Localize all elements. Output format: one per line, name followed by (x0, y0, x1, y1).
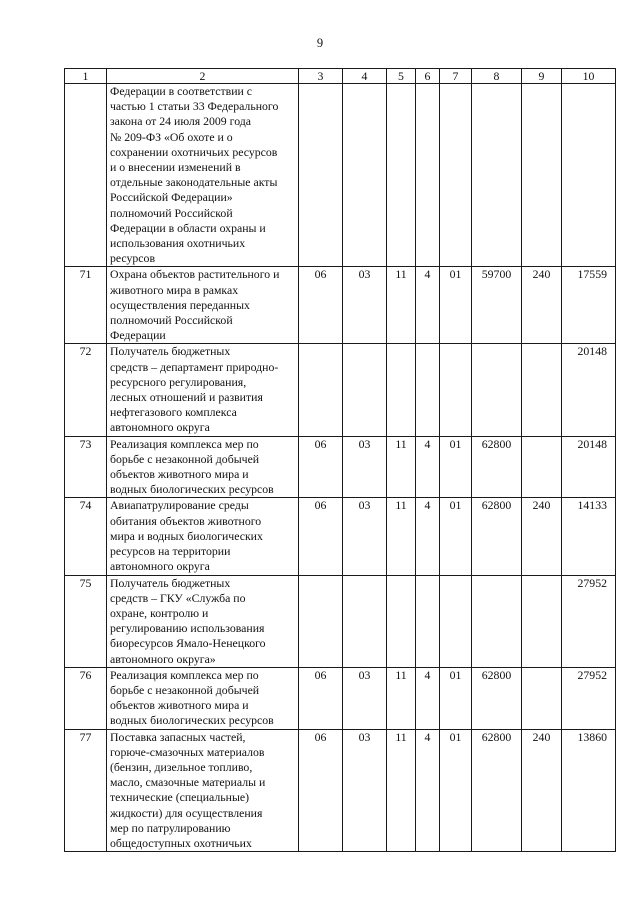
item-name-line: осуществления переданных (110, 297, 250, 312)
program-code-cell (387, 344, 416, 436)
subsection-code-cell: 03 (343, 498, 387, 575)
subprogram-code-cell: 4 (416, 267, 440, 344)
table-row (65, 84, 616, 267)
item-name-line: автономного округа (110, 420, 210, 435)
direction-code-cell: 59700 (472, 267, 522, 344)
item-name-line: Федерации в области охраны и (110, 220, 266, 235)
item-name-cell (107, 729, 299, 852)
program-code-cell: 11 (387, 498, 416, 575)
amount-cell: 17559 (562, 267, 616, 344)
row-number-cell: 74 (65, 498, 107, 575)
section-code-cell: 06 (299, 729, 343, 852)
subsection-code-cell: 03 (343, 436, 387, 498)
subsection-code-cell (343, 344, 387, 436)
item-name-line: частью 1 статьи 33 Федерального (110, 99, 279, 114)
subprogram-code-cell (416, 344, 440, 436)
item-name-line: Реализация комплекса мер по (110, 436, 259, 451)
row-number-cell: 75 (65, 575, 107, 667)
expense-type-cell (522, 667, 562, 729)
item-name-cell (107, 436, 299, 498)
event-code-cell: 01 (440, 498, 472, 575)
expense-type-cell: 240 (522, 498, 562, 575)
item-name-line: водных биологических ресурсов (110, 482, 274, 497)
item-name-line: водных биологических ресурсов (110, 713, 274, 728)
item-name-line: обитания объектов животного (110, 513, 262, 528)
event-code-cell: 01 (440, 667, 472, 729)
table-row (65, 267, 616, 344)
amount-cell: 14133 (562, 498, 616, 575)
header-cell: 4 (343, 69, 387, 84)
item-name-line: охране, контролю и (110, 605, 209, 620)
program-code-cell: 11 (387, 729, 416, 852)
direction-code-cell (472, 575, 522, 667)
item-name-line: и о внесении изменений в (110, 160, 241, 175)
program-code-cell (387, 575, 416, 667)
amount-cell: 20148 (562, 344, 616, 436)
amount-cell: 27952 (562, 575, 616, 667)
direction-code-cell: 62800 (472, 436, 522, 498)
event-code-cell (440, 344, 472, 436)
item-name-line: средств – ГКУ «Служба по (110, 590, 246, 605)
event-code-cell (440, 575, 472, 667)
header-cell: 6 (416, 69, 440, 84)
table-row (65, 436, 616, 498)
section-code-cell (299, 575, 343, 667)
direction-code-cell: 62800 (472, 498, 522, 575)
row-number-cell: 73 (65, 436, 107, 498)
program-code-cell: 11 (387, 267, 416, 344)
amount-cell: 20148 (562, 436, 616, 498)
amount-cell: 27952 (562, 667, 616, 729)
item-name-line: ресурсов на территории (110, 544, 231, 559)
table-row (65, 667, 616, 729)
item-name-line: Охрана объектов растительного и (110, 267, 280, 282)
header-cell: 1 (65, 69, 107, 84)
table-row (65, 498, 616, 575)
expense-type-cell (522, 344, 562, 436)
subsection-code-cell: 03 (343, 729, 387, 852)
subprogram-code-cell: 4 (416, 436, 440, 498)
program-code-cell: 11 (387, 667, 416, 729)
item-name-line: общедоступных охотничьих (110, 835, 252, 850)
subsection-code-cell (343, 84, 387, 267)
item-name-line: Федерации (110, 328, 166, 343)
item-name-line: Поставка запасных частей, (110, 729, 246, 744)
header-row (65, 69, 616, 84)
subprogram-code-cell: 4 (416, 729, 440, 852)
item-name-line: жидкости) для осуществления (110, 805, 263, 820)
header-cell: 5 (387, 69, 416, 84)
item-name-line: отдельные законодательные акты (110, 175, 278, 190)
item-name-line: животного мира в рамках (110, 282, 239, 297)
item-name-line: Российской Федерации» (110, 190, 233, 205)
item-name-line: борьбе с незаконной добычей (110, 682, 260, 697)
item-name-line: горюче-смазочных материалов (110, 744, 265, 759)
item-name-line: масло, смазочные материалы и (110, 775, 266, 790)
subprogram-code-cell (416, 575, 440, 667)
row-number-cell: 77 (65, 729, 107, 852)
item-name-cell (107, 267, 299, 344)
program-code-cell: 11 (387, 436, 416, 498)
subsection-code-cell (343, 575, 387, 667)
item-name-line: Авиапатрулирование среды (110, 498, 249, 513)
item-name-line: ресурсов (110, 251, 156, 266)
item-name-cell (107, 344, 299, 436)
direction-code-cell: 62800 (472, 729, 522, 852)
subprogram-code-cell: 4 (416, 498, 440, 575)
section-code-cell: 06 (299, 667, 343, 729)
expense-type-cell: 240 (522, 729, 562, 852)
header-cell: 2 (107, 69, 299, 84)
row-number-cell: 72 (65, 344, 107, 436)
subsection-code-cell: 03 (343, 267, 387, 344)
expense-type-cell (522, 575, 562, 667)
item-name-line: полномочий Российской (110, 205, 233, 220)
expense-type-cell: 240 (522, 267, 562, 344)
direction-code-cell: 62800 (472, 667, 522, 729)
item-name-line: Получатель бюджетных (110, 575, 231, 590)
event-code-cell: 01 (440, 729, 472, 852)
direction-code-cell (472, 344, 522, 436)
item-name-line: использования охотничьих (110, 236, 246, 251)
item-name-line: Реализация комплекса мер по (110, 667, 259, 682)
item-name-cell (107, 667, 299, 729)
item-name-line: объектов животного мира и (110, 467, 249, 482)
header-cell: 10 (562, 69, 616, 84)
item-name-line: ресурсного регулирования, (110, 374, 247, 389)
section-code-cell: 06 (299, 436, 343, 498)
item-name-cell (107, 84, 299, 267)
program-code-cell (387, 84, 416, 267)
item-name-line: Получатель бюджетных (110, 344, 231, 359)
item-name-line: (бензин, дизельное топливо, (110, 759, 253, 774)
item-name-line: объектов животного мира и (110, 698, 249, 713)
header-cell: 3 (299, 69, 343, 84)
direction-code-cell (472, 84, 522, 267)
item-name-line: лесных отношений и развития (110, 390, 263, 405)
item-name-line: полномочий Российской (110, 313, 233, 328)
item-name-line: сохранении охотничьих ресурсов (110, 144, 278, 159)
item-name-line: закона от 24 июля 2009 года (110, 114, 251, 129)
subprogram-code-cell (416, 84, 440, 267)
item-name-line: мер по патрулированию (110, 820, 231, 835)
page-number: 9 (316, 36, 324, 50)
event-code-cell: 01 (440, 436, 472, 498)
item-name-line: автономного округа» (110, 651, 216, 666)
subprogram-code-cell: 4 (416, 667, 440, 729)
item-name-line: средств – департамент природно- (110, 359, 279, 374)
item-name-line: регулированию использования (110, 621, 265, 636)
section-code-cell: 06 (299, 267, 343, 344)
item-name-line: автономного округа (110, 559, 210, 574)
item-name-line: № 209-ФЗ «Об охоте и о (110, 129, 233, 144)
item-name-line: борьбе с незаконной добычей (110, 451, 260, 466)
amount-cell (562, 84, 616, 267)
section-code-cell (299, 84, 343, 267)
row-number-cell (65, 84, 107, 267)
amount-cell: 13860 (562, 729, 616, 852)
event-code-cell: 01 (440, 267, 472, 344)
section-code-cell (299, 344, 343, 436)
item-name-line: Федерации в соответствии с (110, 84, 253, 98)
item-name-line: технические (специальные) (110, 790, 250, 805)
row-number-cell: 76 (65, 667, 107, 729)
section-code-cell: 06 (299, 498, 343, 575)
table-row (65, 344, 616, 436)
header-cell: 9 (522, 69, 562, 84)
expense-type-cell (522, 84, 562, 267)
item-name-cell (107, 575, 299, 667)
table-row (65, 729, 616, 852)
expense-type-cell (522, 436, 562, 498)
item-name-line: нефтегазового комплекса (110, 405, 237, 420)
budget-table (64, 68, 616, 852)
row-number-cell: 71 (65, 267, 107, 344)
item-name-cell (107, 498, 299, 575)
header-cell: 8 (472, 69, 522, 84)
table-row (65, 575, 616, 667)
header-cell: 7 (440, 69, 472, 84)
item-name-line: биоресурсов Ямало-Ненецкого (110, 636, 266, 651)
item-name-line: мира и водных биологических (110, 528, 263, 543)
subsection-code-cell: 03 (343, 667, 387, 729)
event-code-cell (440, 84, 472, 267)
